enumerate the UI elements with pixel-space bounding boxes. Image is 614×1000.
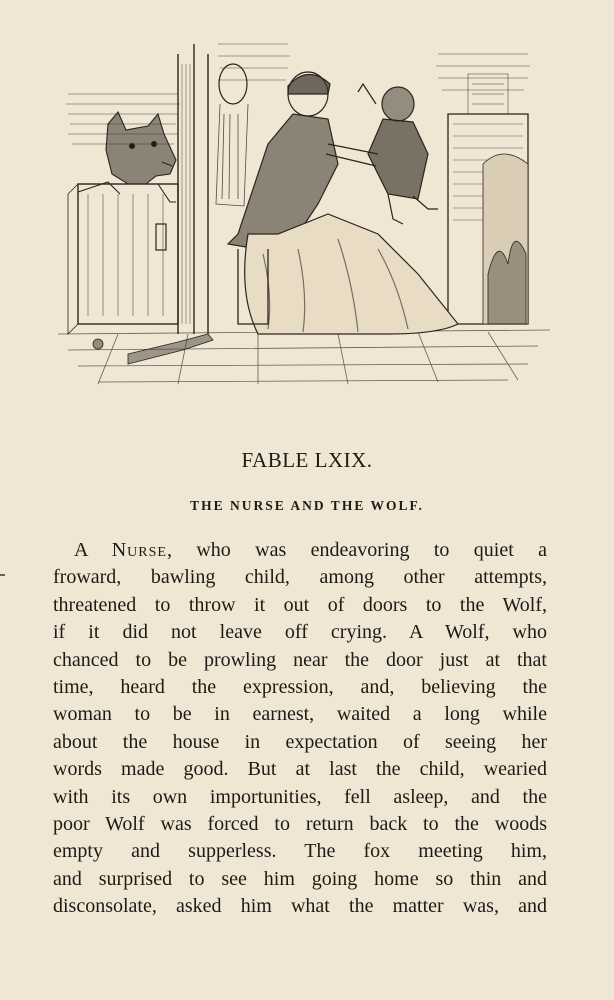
fable-title: THE NURSE AND THE WOLF. [190,498,424,513]
text-line: poor Wolf was forced to return back to the woods [53,813,547,836]
text-line [53,537,547,564]
text-line: empty and supperless. The fox meeting him, [53,840,547,863]
wolf-figure [78,112,176,202]
margin-mark [0,574,5,576]
fireplace [448,74,528,324]
text-line: with its own importunities, fell asleep, and the [53,785,547,808]
text-line: if it did not leave off crying. A Wolf, who [53,621,547,644]
lead-name: Nurse [111,539,167,561]
text-line: and surprised to see him going home so thin and [53,867,547,890]
nurse-figure [228,72,458,334]
text-line: words made good. But at last the child, wearied [53,758,547,781]
text-line: time, heard the expression, and, believing the [53,676,547,699]
text-line: threatened to throw it out of doors to the Wolf, [53,593,547,616]
text-line: chanced to be prowling near the door just at that [53,648,547,671]
text-line: froward, bawling child, among other attempts, [53,566,547,589]
text-line: about the house in expectation of seeing her [53,730,547,753]
text-line: disconsolate, asked him what the matter was, and [53,895,547,918]
text-line-content: , who was endeavoring to quiet a [166,539,547,561]
lead-article: A [74,539,88,561]
text-line: woman to be in earnest, waited a long while [53,703,547,726]
fable-number: FABLE LXIX. [241,448,373,472]
fable-text [53,537,547,921]
child-figure [326,84,438,224]
engraving-illustration [58,34,550,396]
